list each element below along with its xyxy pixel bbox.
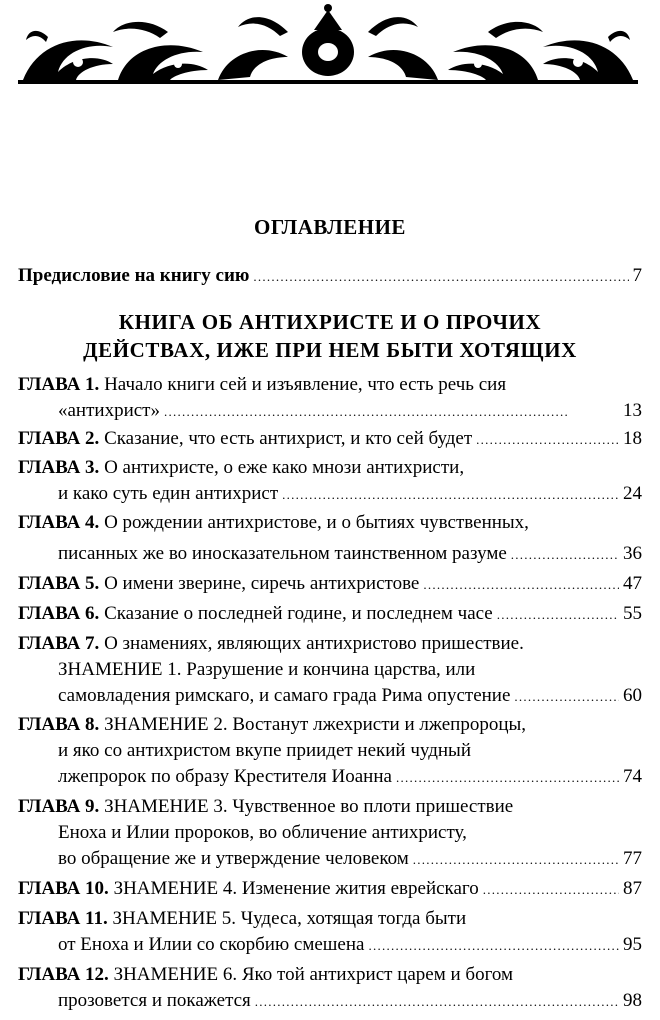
chapter-line: и яко со антихристом вкупе приидет некий чудный	[58, 740, 471, 761]
dot-leader	[483, 876, 619, 903]
page-number: 18	[623, 428, 642, 449]
toc-entry-chapter-10[interactable]	[18, 876, 642, 902]
page-number: 55	[623, 603, 642, 624]
preface-label: Предисловие на книгу сию	[18, 265, 250, 286]
part-title-line-2: ДЕЙСТВАХ, ИЖЕ ПРИ НЕМ БЫТИ ХОТЯЩИХ	[83, 338, 577, 362]
chapter-line: ГЛАВА 5. О имени зверине, сиречь антихристове	[18, 573, 420, 594]
page-number: 87	[623, 878, 642, 899]
page-number: 74	[623, 766, 642, 787]
page-number: 13	[623, 400, 642, 421]
dot-leader	[514, 683, 619, 710]
chapter-line: ГЛАВА 2. Сказание, что есть антихрист, и кто сей будет	[18, 428, 473, 449]
toc-entry-chapter-2[interactable]	[18, 426, 642, 452]
chapter-line: писанных же во иносказательном таинственном разуме	[58, 543, 507, 564]
toc-entry-preface[interactable]	[18, 263, 642, 289]
dot-leader	[511, 541, 619, 568]
chapter-line: ГЛАВА 7. О знамениях, являющих антихристово пришествие.	[18, 633, 524, 654]
chapter-line: Еноха и Илии пророков, во обличение антихристу,	[58, 822, 467, 843]
toc-entry-chapter-12-cont[interactable]	[58, 988, 642, 1014]
dot-leader	[368, 932, 619, 959]
toc-entry-chapter-11-cont[interactable]	[58, 932, 642, 958]
toc-entry-chapter-6[interactable]	[18, 601, 642, 627]
dot-leader	[476, 426, 619, 453]
toc-entry-chapter-1-cont[interactable]	[58, 398, 642, 424]
chapter-line: ГЛАВА 11. ЗНАМЕНИЕ 5. Чудеса, хотящая тогда быти	[18, 908, 467, 929]
chapter-line: прозовется и покажется	[58, 990, 251, 1011]
chapter-line: ГЛАВА 4. О рождении антихристове, и о бытиях чувственных,	[18, 512, 529, 533]
dot-leader	[282, 481, 619, 508]
page-number: 60	[623, 685, 642, 706]
chapter-line: ЗНАМЕНИЕ 1. Разрушение и кончина царства, или	[58, 659, 476, 680]
page-number: 98	[623, 990, 642, 1011]
toc-entry-chapter-5[interactable]	[18, 571, 642, 597]
chapter-line: от Еноха и Илии со скорбию смешена	[58, 934, 365, 955]
toc-entry-chapter-8-cont[interactable]	[58, 764, 642, 790]
chapter-line: ГЛАВА 8. ЗНАМЕНИЕ 2. Востанут лжехристи и лжепророцы,	[18, 714, 527, 735]
page-number: 7	[632, 265, 642, 286]
contents-title: ОГЛАВЛЕНИЕ	[254, 215, 406, 239]
toc-entry-chapter-1[interactable]	[18, 372, 642, 398]
toc-entry-chapter-8-cont[interactable]	[58, 738, 642, 764]
toc-entry-chapter-9-cont[interactable]	[58, 846, 642, 872]
dot-leader	[396, 764, 619, 791]
page-number: 36	[623, 543, 642, 564]
toc-entry-chapter-4[interactable]	[18, 510, 642, 536]
chapter-line: во обращение же и утверждение человеком	[58, 848, 409, 869]
chapter-line: ГЛАВА 9. ЗНАМЕНИЕ 3. Чувственное во плоти пришествие	[18, 796, 514, 817]
dot-leader	[253, 263, 628, 290]
toc-entry-chapter-11[interactable]	[18, 906, 642, 932]
page-number: 77	[623, 848, 642, 869]
decorative-headpiece-ornament	[18, 2, 638, 92]
page-number: 24	[623, 483, 642, 504]
chapter-line: ГЛАВА 12. ЗНАМЕНИЕ 6. Яко той антихрист царем и богом	[18, 964, 514, 985]
chapter-line: ГЛАВА 6. Сказание о последней године, и последнем часе	[18, 603, 493, 624]
chapter-line: ГЛАВА 1. Начало книги сей и изъявление, что есть речь сия	[18, 374, 507, 395]
chapter-line: «антихрист»	[58, 400, 160, 421]
dot-leader	[497, 601, 619, 628]
dot-leader	[164, 398, 619, 425]
chapter-line: самовладения римскаго, и самаго града Рима опустение	[58, 685, 511, 706]
page-number: 47	[623, 573, 642, 594]
part-title-line-1: КНИГА ОБ АНТИХРИСТЕ И О ПРОЧИХ	[118, 310, 542, 334]
chapter-line: ГЛАВА 10. ЗНАМЕНИЕ 4. Изменение жития еврейскаго	[18, 878, 479, 899]
dot-leader	[423, 571, 619, 598]
toc-entry-chapter-3-cont[interactable]	[58, 481, 642, 507]
chapter-line: ГЛАВА 3. О антихристе, о еже како мнози антихристи,	[18, 457, 465, 478]
toc-entry-chapter-12[interactable]	[18, 962, 642, 988]
toc-entry-chapter-7-cont[interactable]	[58, 683, 642, 709]
toc-entry-chapter-7[interactable]	[18, 631, 642, 657]
toc-entry-chapter-3[interactable]	[18, 455, 642, 481]
page-number: 95	[623, 934, 642, 955]
toc-entry-chapter-9[interactable]	[18, 794, 642, 820]
toc-entry-chapter-9-cont[interactable]	[58, 820, 642, 846]
dot-leader	[413, 846, 619, 873]
chapter-line: и како суть един антихрист	[58, 483, 279, 504]
toc-entry-chapter-7-cont[interactable]	[58, 657, 642, 683]
chapter-line: лжепророк по образу Крестителя Иоанна	[58, 766, 392, 787]
toc-entry-chapter-4-cont[interactable]	[58, 541, 642, 567]
dot-leader	[255, 988, 619, 1015]
toc-entry-chapter-8[interactable]	[18, 712, 642, 738]
